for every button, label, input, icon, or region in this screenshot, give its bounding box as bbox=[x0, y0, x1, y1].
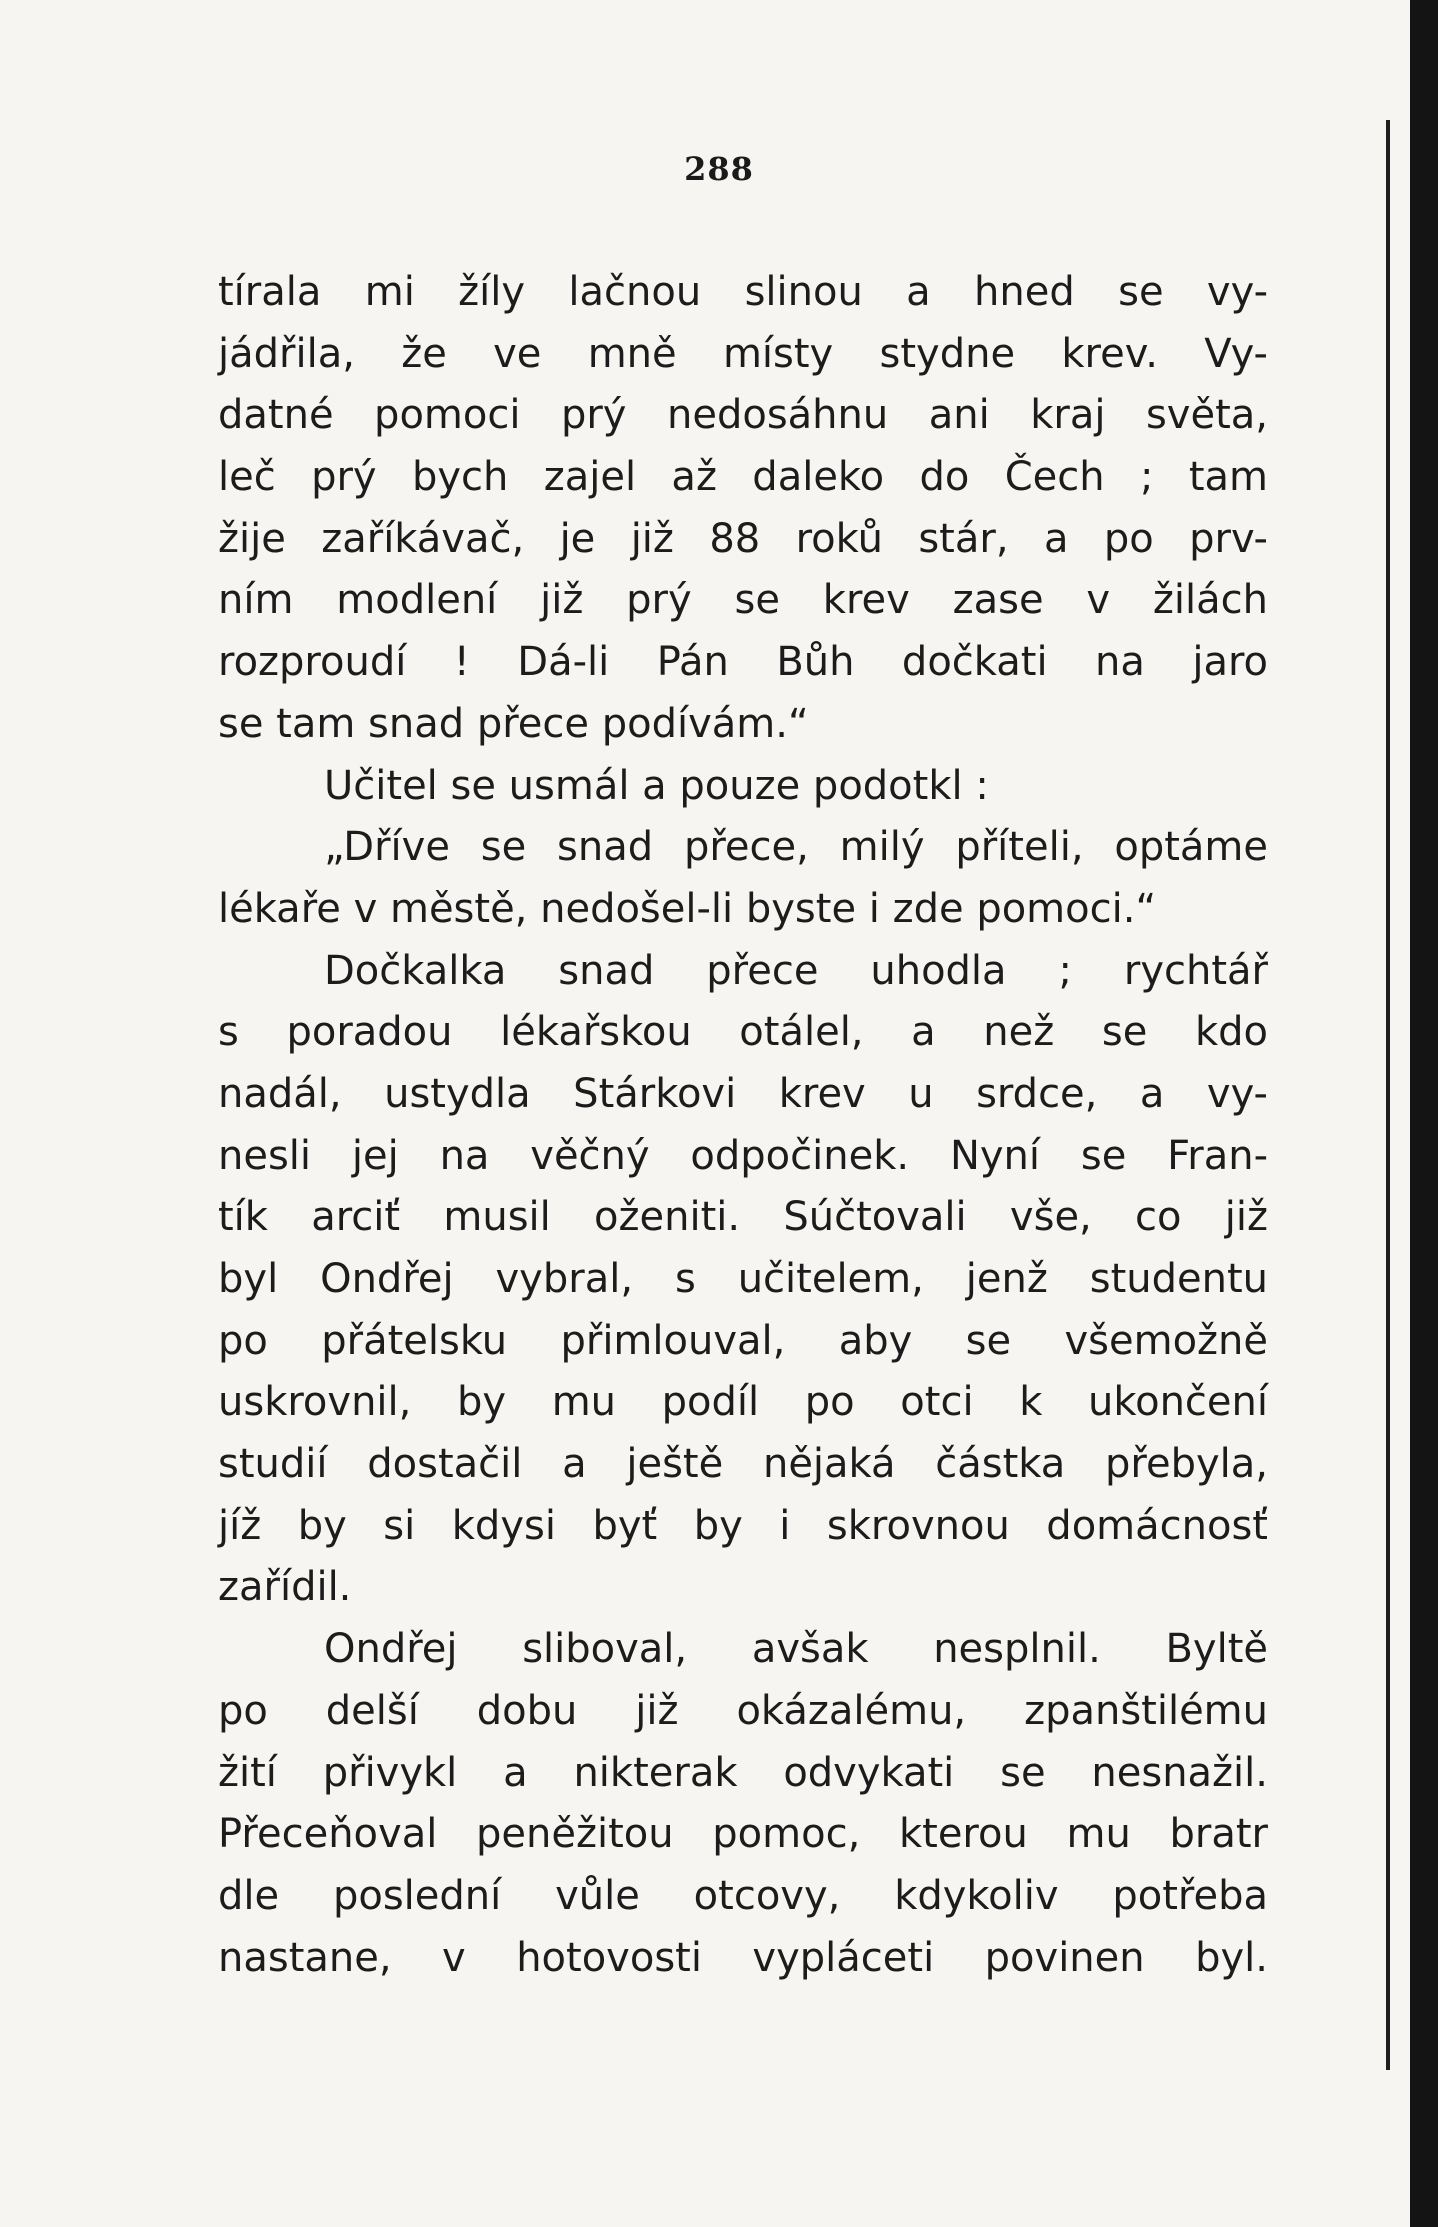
text-line: po přátelsku přimlouval, aby se všemožně bbox=[218, 1317, 1268, 1364]
text-line: zařídil. bbox=[218, 1564, 352, 1611]
text-line: po delší dobu již okázalému, zpanštilému bbox=[218, 1687, 1268, 1734]
text-line: leč prý bych zajel až daleko do Čech ; tam bbox=[218, 454, 1268, 501]
text-line: nadál, ustydla Stárkovi krev u srdce, a vy- bbox=[218, 1070, 1268, 1117]
text-line: jíž by si kdysi byť by i skrovnou domácnosť bbox=[218, 1502, 1268, 1549]
text-line: s poradou lékařskou otálel, a než se kdo bbox=[218, 1009, 1268, 1056]
text-line: uskrovnil, by mu podíl po otci k ukončení bbox=[218, 1379, 1268, 1426]
text-line: rozproudí ! Dá-li Pán Bůh dočkati na jaro bbox=[218, 639, 1268, 686]
text-line: studií dostačil a ještě nějaká částka přebyla, bbox=[218, 1441, 1268, 1488]
text-line: se tam snad přece podívám.“ bbox=[218, 700, 809, 747]
text-line: ním modlení již prý se krev zase v žilách bbox=[218, 577, 1268, 624]
text-line: lékaře v městě, nedošel-li byste i zde pomoci.“ bbox=[218, 885, 1157, 932]
text-line: datné pomoci prý nedosáhnu ani kraj světa, bbox=[218, 392, 1268, 439]
scan-border bbox=[1410, 0, 1438, 2227]
text-line: Přeceňoval peněžitou pomoc, kterou mu bratr bbox=[218, 1811, 1268, 1858]
page-number: 288 bbox=[684, 150, 754, 188]
text-line: žije zaříkávač, je již 88 roků stár, a po prv- bbox=[218, 515, 1268, 562]
text-line: žití přivykl a nikterak odvykati se nesnažil. bbox=[218, 1749, 1268, 1796]
page-edge-shadow bbox=[1386, 120, 1390, 2070]
text-line: jádřila, že ve mně místy stydne krev. Vy- bbox=[218, 330, 1268, 377]
text-line: byl Ondřej vybral, s učitelem, jenž studentu bbox=[218, 1256, 1268, 1302]
text-line: nesli jej na věčný odpočinek. Nyní se Fran- bbox=[218, 1132, 1268, 1179]
text-line: tírala mi žíly lačnou slinou a hned se vy- bbox=[218, 269, 1268, 315]
text-line: Učitel se usmál a pouze podotkl : bbox=[324, 762, 989, 809]
text-line: Dočkalka snad přece uhodla ; rychtář bbox=[324, 947, 1268, 994]
text-line: dle poslední vůle otcovy, kdykoliv potřeba bbox=[218, 1872, 1268, 1919]
text-line: tík arciť musil oženiti. Súčtovali vše, co již bbox=[218, 1194, 1268, 1241]
text-line: nastane, v hotovosti vypláceti povinen byl. bbox=[218, 1934, 1268, 1981]
body-text bbox=[218, 262, 1268, 1989]
text-line: Ondřej sliboval, avšak nesplnil. Byltě bbox=[324, 1626, 1268, 1673]
text-line: „Dříve se snad přece, milý příteli, optáme bbox=[324, 824, 1268, 871]
